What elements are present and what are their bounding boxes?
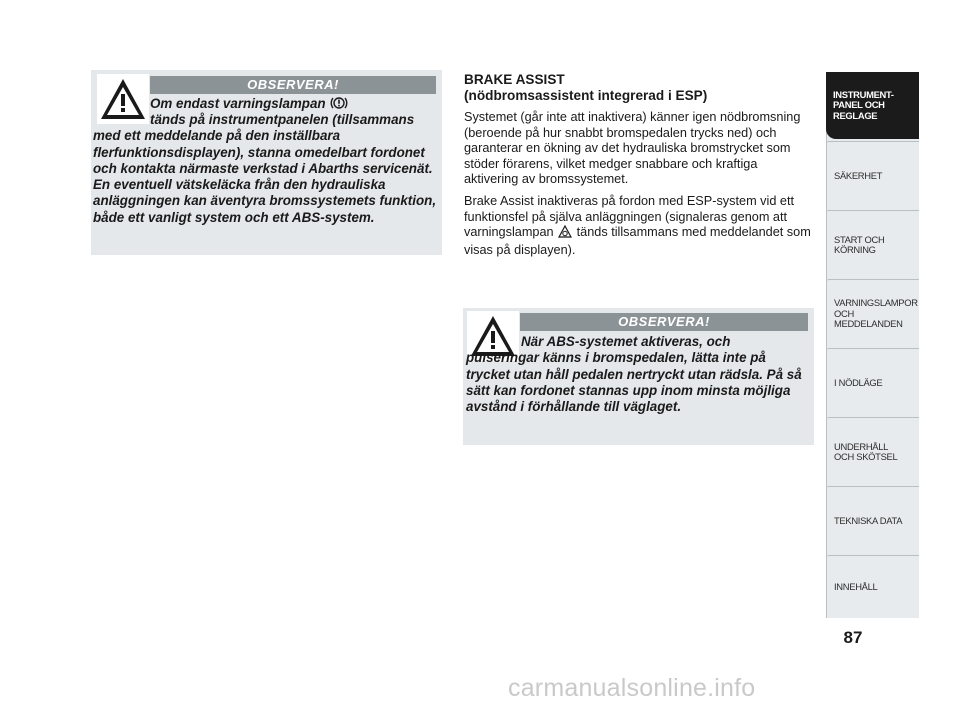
warning-header: OBSERVERA! — [520, 313, 808, 331]
watermark: carmanualsonline.info — [508, 674, 756, 702]
tab-varningslampor[interactable] — [827, 280, 919, 348]
article-paragraph-2 — [464, 194, 812, 258]
tab-label: INNEHÅLL — [834, 580, 878, 592]
warning-text-continued: tänds på instrumentpanelen (tillsammans med ett meddelande på den inställbara flerfunktionsdisplayen), stanna omedelbart fordonet och kontakta närmaste verkstad i Abarths servicenät. En eventuell vätskeläcka från den hydrauliska anläggningen kan äventyra bromssystemets funktion, både ett vanligt system och ett ABS-system. — [93, 112, 437, 225]
tab-i-nodlage[interactable] — [827, 349, 919, 417]
article-paragraph-1: Systemet (går inte att inaktivera) känner igen nödbromsning (beroende på hur snabbt bromspedalen trycks ned) och garanterar en ökning av det hydrauliska bromstrycket som stöder förarens, vilket medger snabbare och kraftiga aktivering av bromssystemet. — [464, 110, 801, 187]
tab-start-och-korning[interactable] — [827, 211, 919, 279]
tab-label: SÄKERHET — [834, 169, 883, 181]
warning-box-right — [463, 308, 814, 445]
tab-instrumentpanel[interactable] — [826, 72, 919, 139]
tab-label: I NÖDLÄGE — [834, 376, 883, 388]
tab-label: START OCH KÖRNING — [834, 233, 885, 255]
tab-label: INSTRUMENT- PANEL OCH REGLAGE — [833, 88, 894, 121]
warning-box-left — [91, 70, 442, 255]
tab-tekniska-data[interactable] — [827, 487, 919, 555]
article-paragraph-2-part1: Brake Assist inaktiveras på fordon med ESP-system vid ett funktionsfel på själva anläggningen (signaleras genom att varningslampan — [464, 193, 795, 240]
tab-underhall[interactable] — [827, 418, 919, 486]
warning-text-part1: Om endast varningslampan — [150, 96, 326, 111]
page-number: 87 — [843, 628, 863, 647]
article — [464, 72, 812, 258]
article-title-line1: BRAKE ASSIST — [464, 72, 565, 87]
tab-label: UNDERHÅLL OCH SKÖTSEL — [834, 440, 898, 462]
chapter-sidebar — [826, 72, 919, 618]
esp-warning-lamp-icon — [558, 225, 572, 243]
article-title-line2: (nödbromsassistent integrerad i ESP) — [464, 88, 708, 103]
tab-label: TEKNISKA DATA — [834, 514, 903, 526]
tab-innehall[interactable] — [827, 556, 919, 618]
article-paragraph-2-part2: tänds tillsammans med meddelandet som visas på displayen). — [464, 225, 811, 257]
warning-header: OBSERVERA! — [150, 76, 436, 94]
tab-sakerhet[interactable] — [827, 142, 919, 210]
warning-text: När ABS-systemet aktiveras, och pulseringar känns i bromspedalen, lätta inte på trycket utan håll pedalen nertryckt utan rädsla. På så sätt kan fordonet stannas upp inom minsta möjliga avstånd i förhållande till väglaget. — [466, 334, 802, 415]
article-title — [464, 72, 812, 104]
tab-label: VARNINGSLAMPOR OCH MEDDELANDEN — [834, 297, 918, 330]
